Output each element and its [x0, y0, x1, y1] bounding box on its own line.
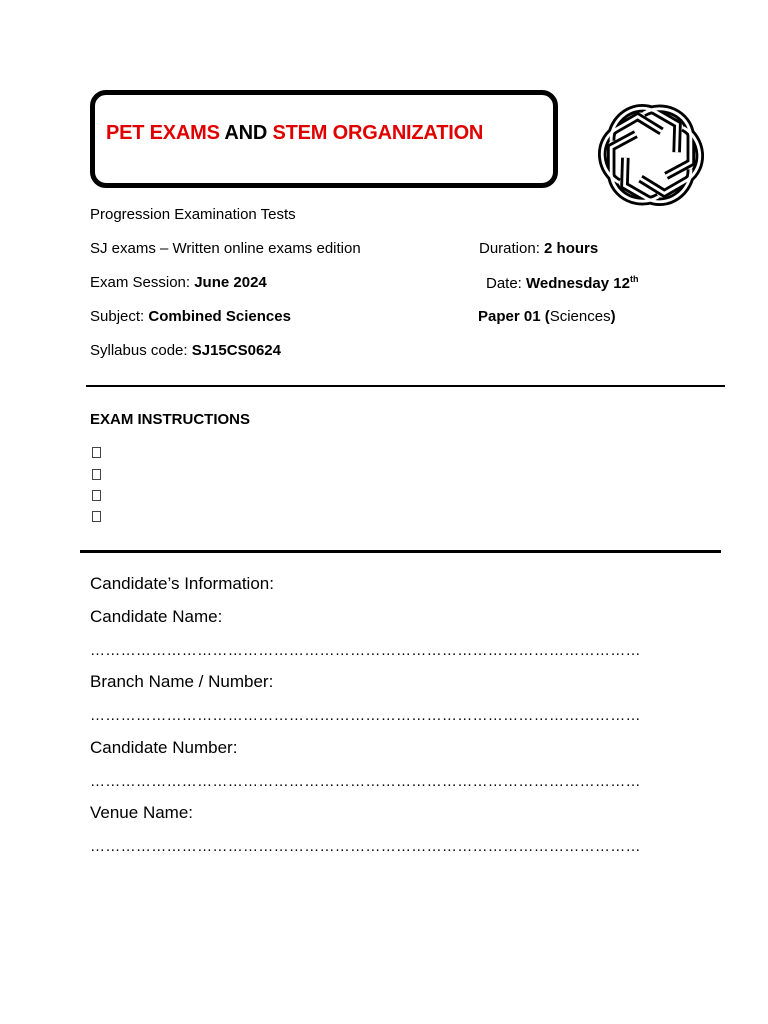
- session-value: June 2024: [194, 274, 267, 291]
- candidate-number-field[interactable]: ………………………………………………………………………………………………: [90, 773, 641, 790]
- candidate-number-label: Candidate Number:: [90, 738, 238, 757]
- title-pet-exams: PET EXAMS: [106, 122, 220, 144]
- session-label: Exam Session:: [90, 274, 195, 291]
- title-and: AND: [224, 122, 268, 144]
- subject-value: Combined Sciences: [148, 308, 291, 325]
- title-stem-organization: STEM ORGANIZATION: [272, 122, 484, 144]
- paper-subject: Sciences: [549, 308, 611, 325]
- instruction-bullet-icon: [92, 511, 101, 522]
- exam-date: [486, 274, 638, 292]
- program-name: Progression Examination Tests: [90, 206, 296, 223]
- syllabus-code: [90, 342, 281, 359]
- candidate-name-label: Candidate Name:: [90, 607, 223, 626]
- date-value: Wednesday 12: [526, 275, 630, 292]
- branch-label: Branch Name / Number:: [90, 672, 274, 691]
- instructions-heading: EXAM INSTRUCTIONS: [90, 411, 251, 428]
- syllabus-label: Syllabus code:: [90, 342, 192, 359]
- venue-label: Venue Name:: [90, 803, 194, 822]
- candidate-info-heading: Candidate’s Information:: [90, 574, 274, 593]
- instruction-bullet-icon: [92, 447, 101, 458]
- subject: [90, 308, 291, 325]
- venue-field[interactable]: ………………………………………………………………………………………………: [90, 838, 641, 855]
- instruction-bullet-icon: [92, 469, 101, 480]
- header-title: [106, 122, 483, 145]
- branch-field[interactable]: ………………………………………………………………………………………………: [90, 707, 641, 724]
- paper-close: ): [610, 308, 616, 325]
- knot-logo-icon: [592, 100, 710, 210]
- duration-label: Duration:: [479, 240, 545, 257]
- paper: [478, 308, 616, 325]
- exam-session: [90, 274, 267, 291]
- divider: [86, 385, 725, 387]
- paper-value: Paper 01 (: [478, 308, 550, 325]
- duration-value: 2 hours: [544, 240, 599, 257]
- duration: [479, 240, 598, 257]
- exam-edition: SJ exams – Written online exams edition: [90, 240, 361, 257]
- subject-label: Subject:: [90, 308, 149, 325]
- date-suffix: th: [629, 274, 639, 284]
- instruction-bullet-icon: [92, 490, 101, 501]
- date-label: Date:: [486, 275, 527, 292]
- candidate-name-field[interactable]: ………………………………………………………………………………………………: [90, 642, 641, 659]
- double-divider: [80, 550, 721, 553]
- syllabus-value: SJ15CS0624: [191, 342, 281, 359]
